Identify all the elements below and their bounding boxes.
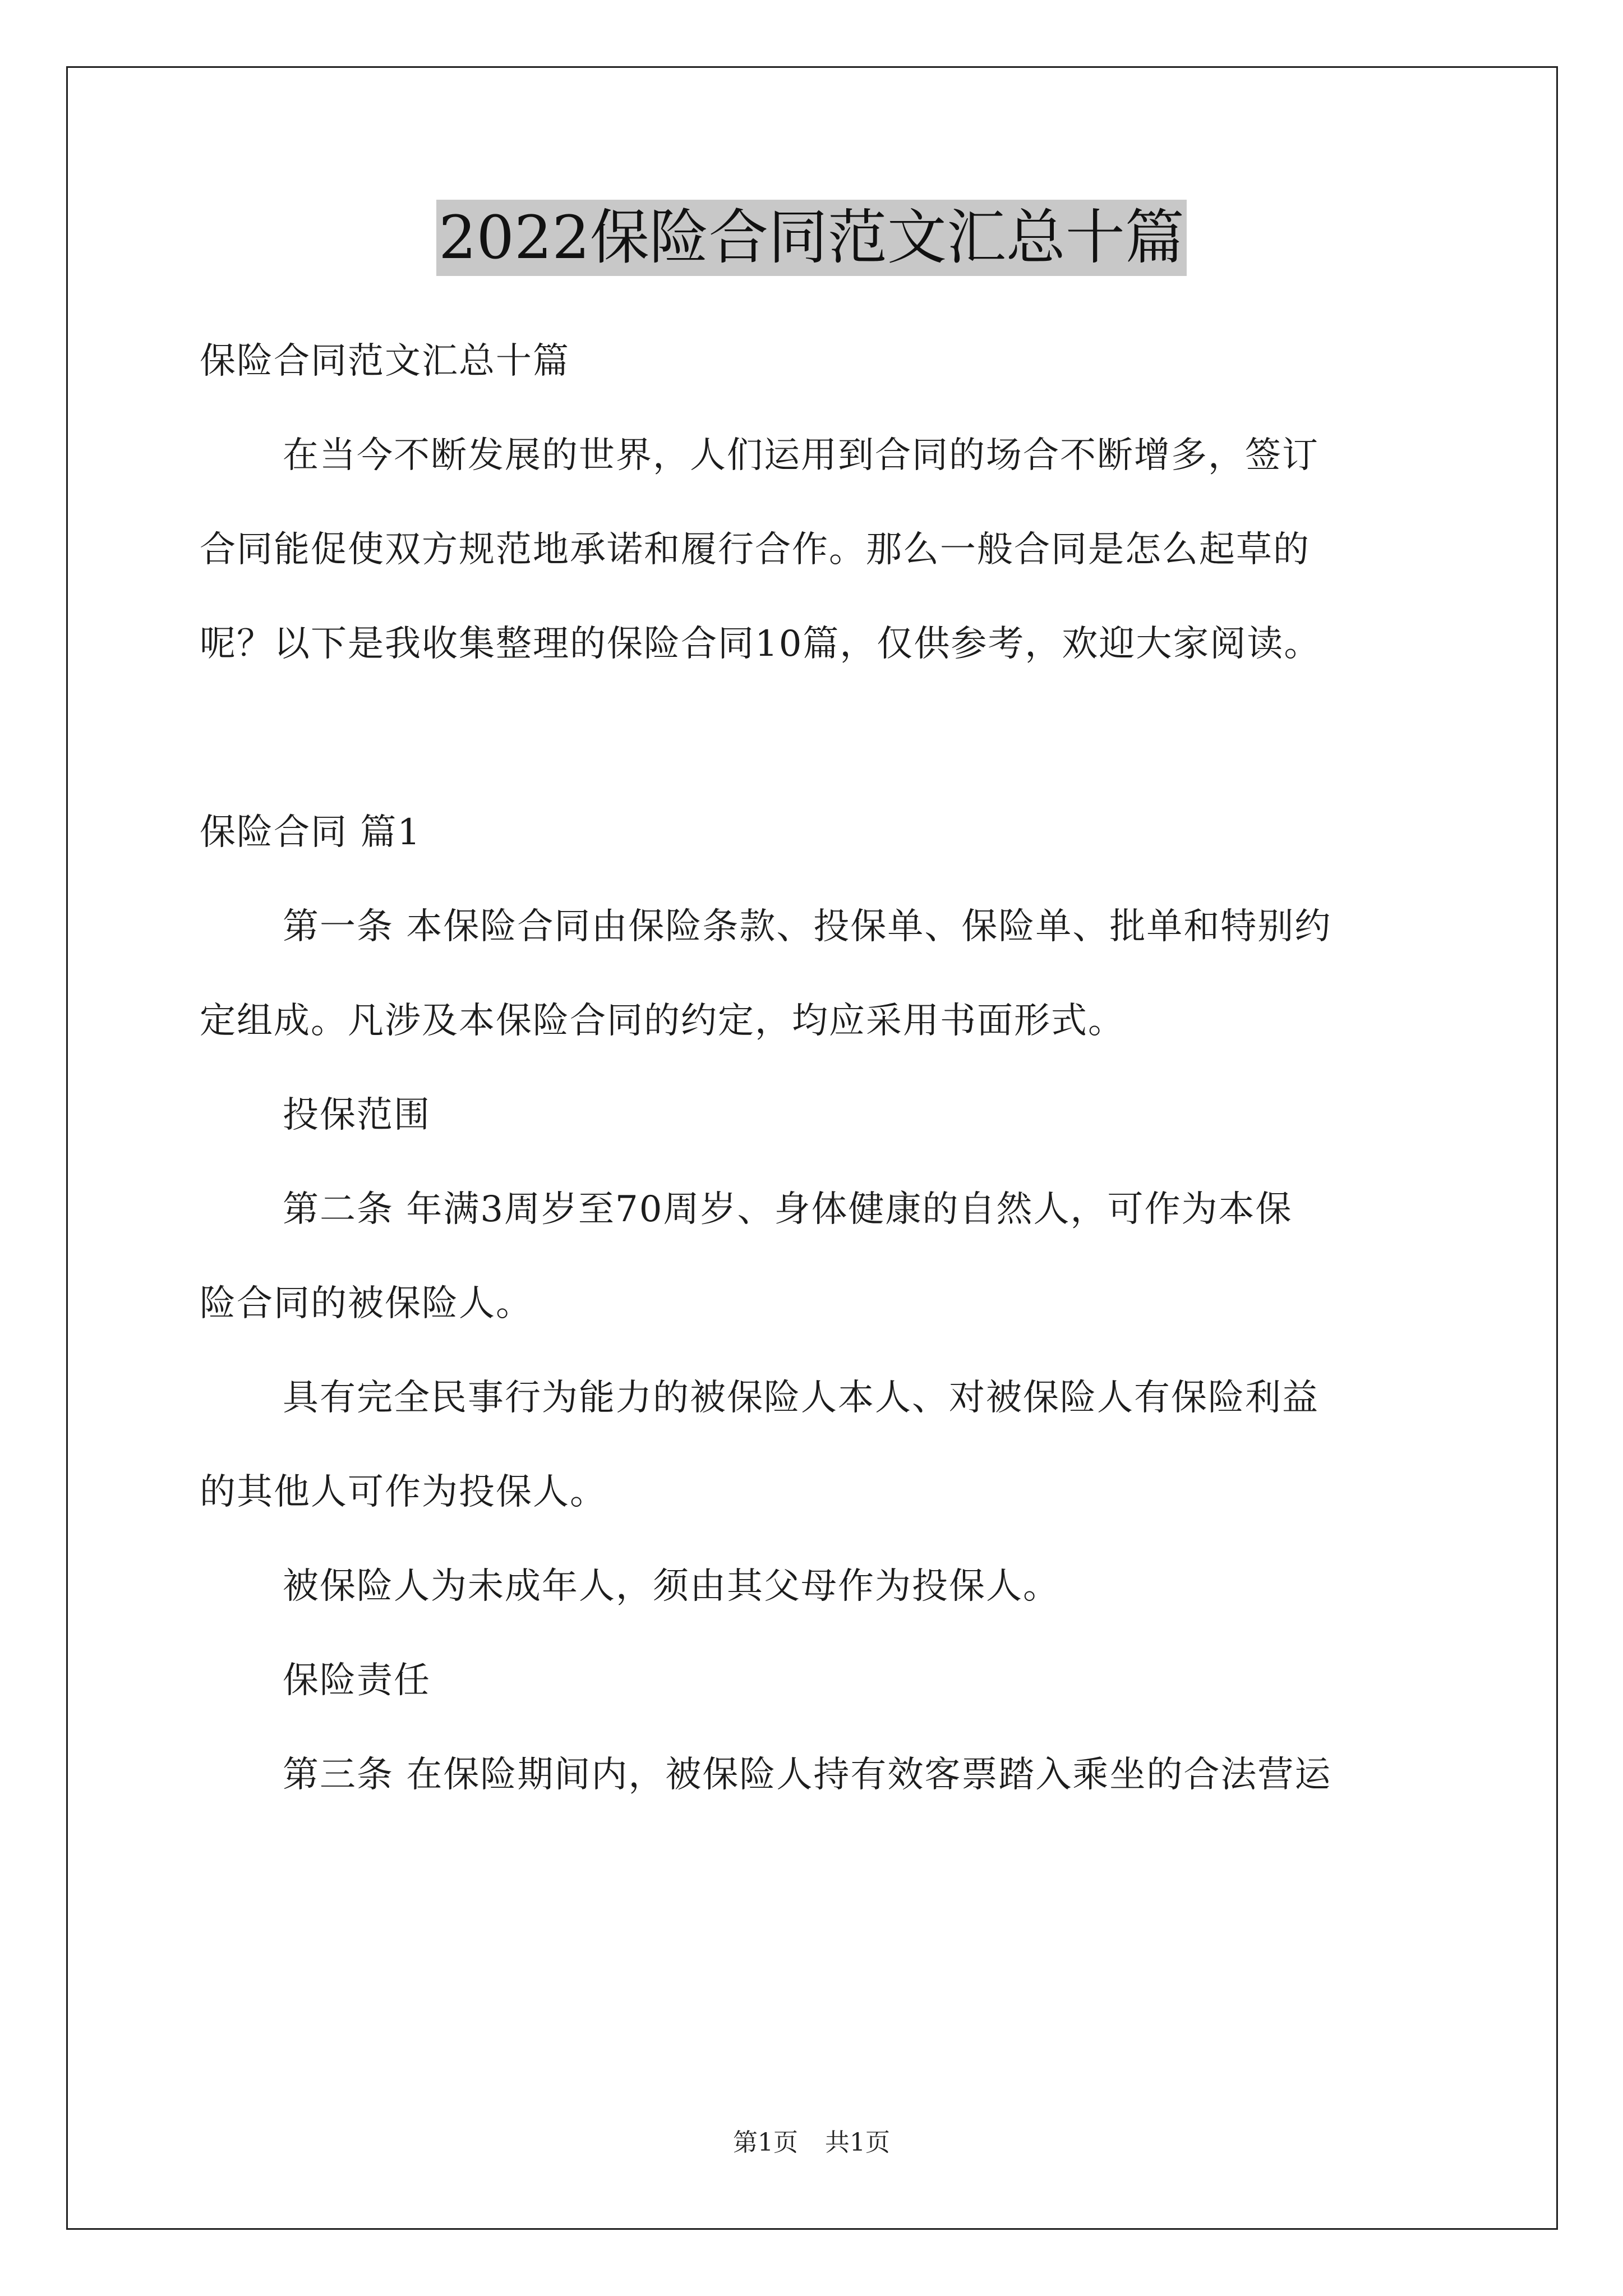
article-3-line: 第三条 在保险期间内，被保险人持有效客票踏入乘坐的合法营运 <box>283 1754 1332 1796</box>
page-number-current: 第1页 <box>733 2128 798 2157</box>
intro-paragraph-line: 呢？以下是我收集整理的保险合同10篇，仅供参考，欢迎大家阅读。 <box>200 623 1321 665</box>
blank-line <box>200 691 1433 785</box>
article-2-line: 险合同的被保险人。 <box>200 1283 533 1324</box>
article-1-line: 第一条 本保险合同由保险条款、投保单、保险单、批单和特别约 <box>283 906 1332 947</box>
document-body <box>200 314 1433 1822</box>
page-number-total: 共1页 <box>825 2128 890 2157</box>
liability-heading: 保险责任 <box>283 1660 431 1701</box>
policyholder-line: 具有完全民事行为能力的被保险人本人、对被保险人有保险利益 <box>283 1377 1319 1419</box>
document-title: 2022保险合同范文汇总十篇 <box>436 200 1187 276</box>
page-footer <box>0 2126 1623 2160</box>
minor-policyholder-line: 被保险人为未成年人，须由其父母作为投保人。 <box>283 1566 1060 1607</box>
intro-paragraph-line: 在当今不断发展的世界，人们运用到合同的场合不断增多，签订 <box>283 435 1319 476</box>
policyholder-line: 的其他人可作为投保人。 <box>200 1471 607 1513</box>
article-2-line: 第二条 年满3周岁至70周岁、身体健康的自然人，可作为本保 <box>283 1189 1293 1230</box>
scope-heading: 投保范围 <box>283 1094 431 1136</box>
section-heading: 保险合同 篇1 <box>200 812 422 853</box>
title-container <box>0 200 1623 276</box>
intro-paragraph-line: 合同能促使双方规范地承诺和履行合作。那么一般合同是怎么起草的 <box>200 529 1310 570</box>
subtitle: 保险合同范文汇总十篇 <box>200 341 570 382</box>
article-1-line: 定组成。凡涉及本保险合同的约定，均应采用书面形式。 <box>200 1000 1125 1042</box>
